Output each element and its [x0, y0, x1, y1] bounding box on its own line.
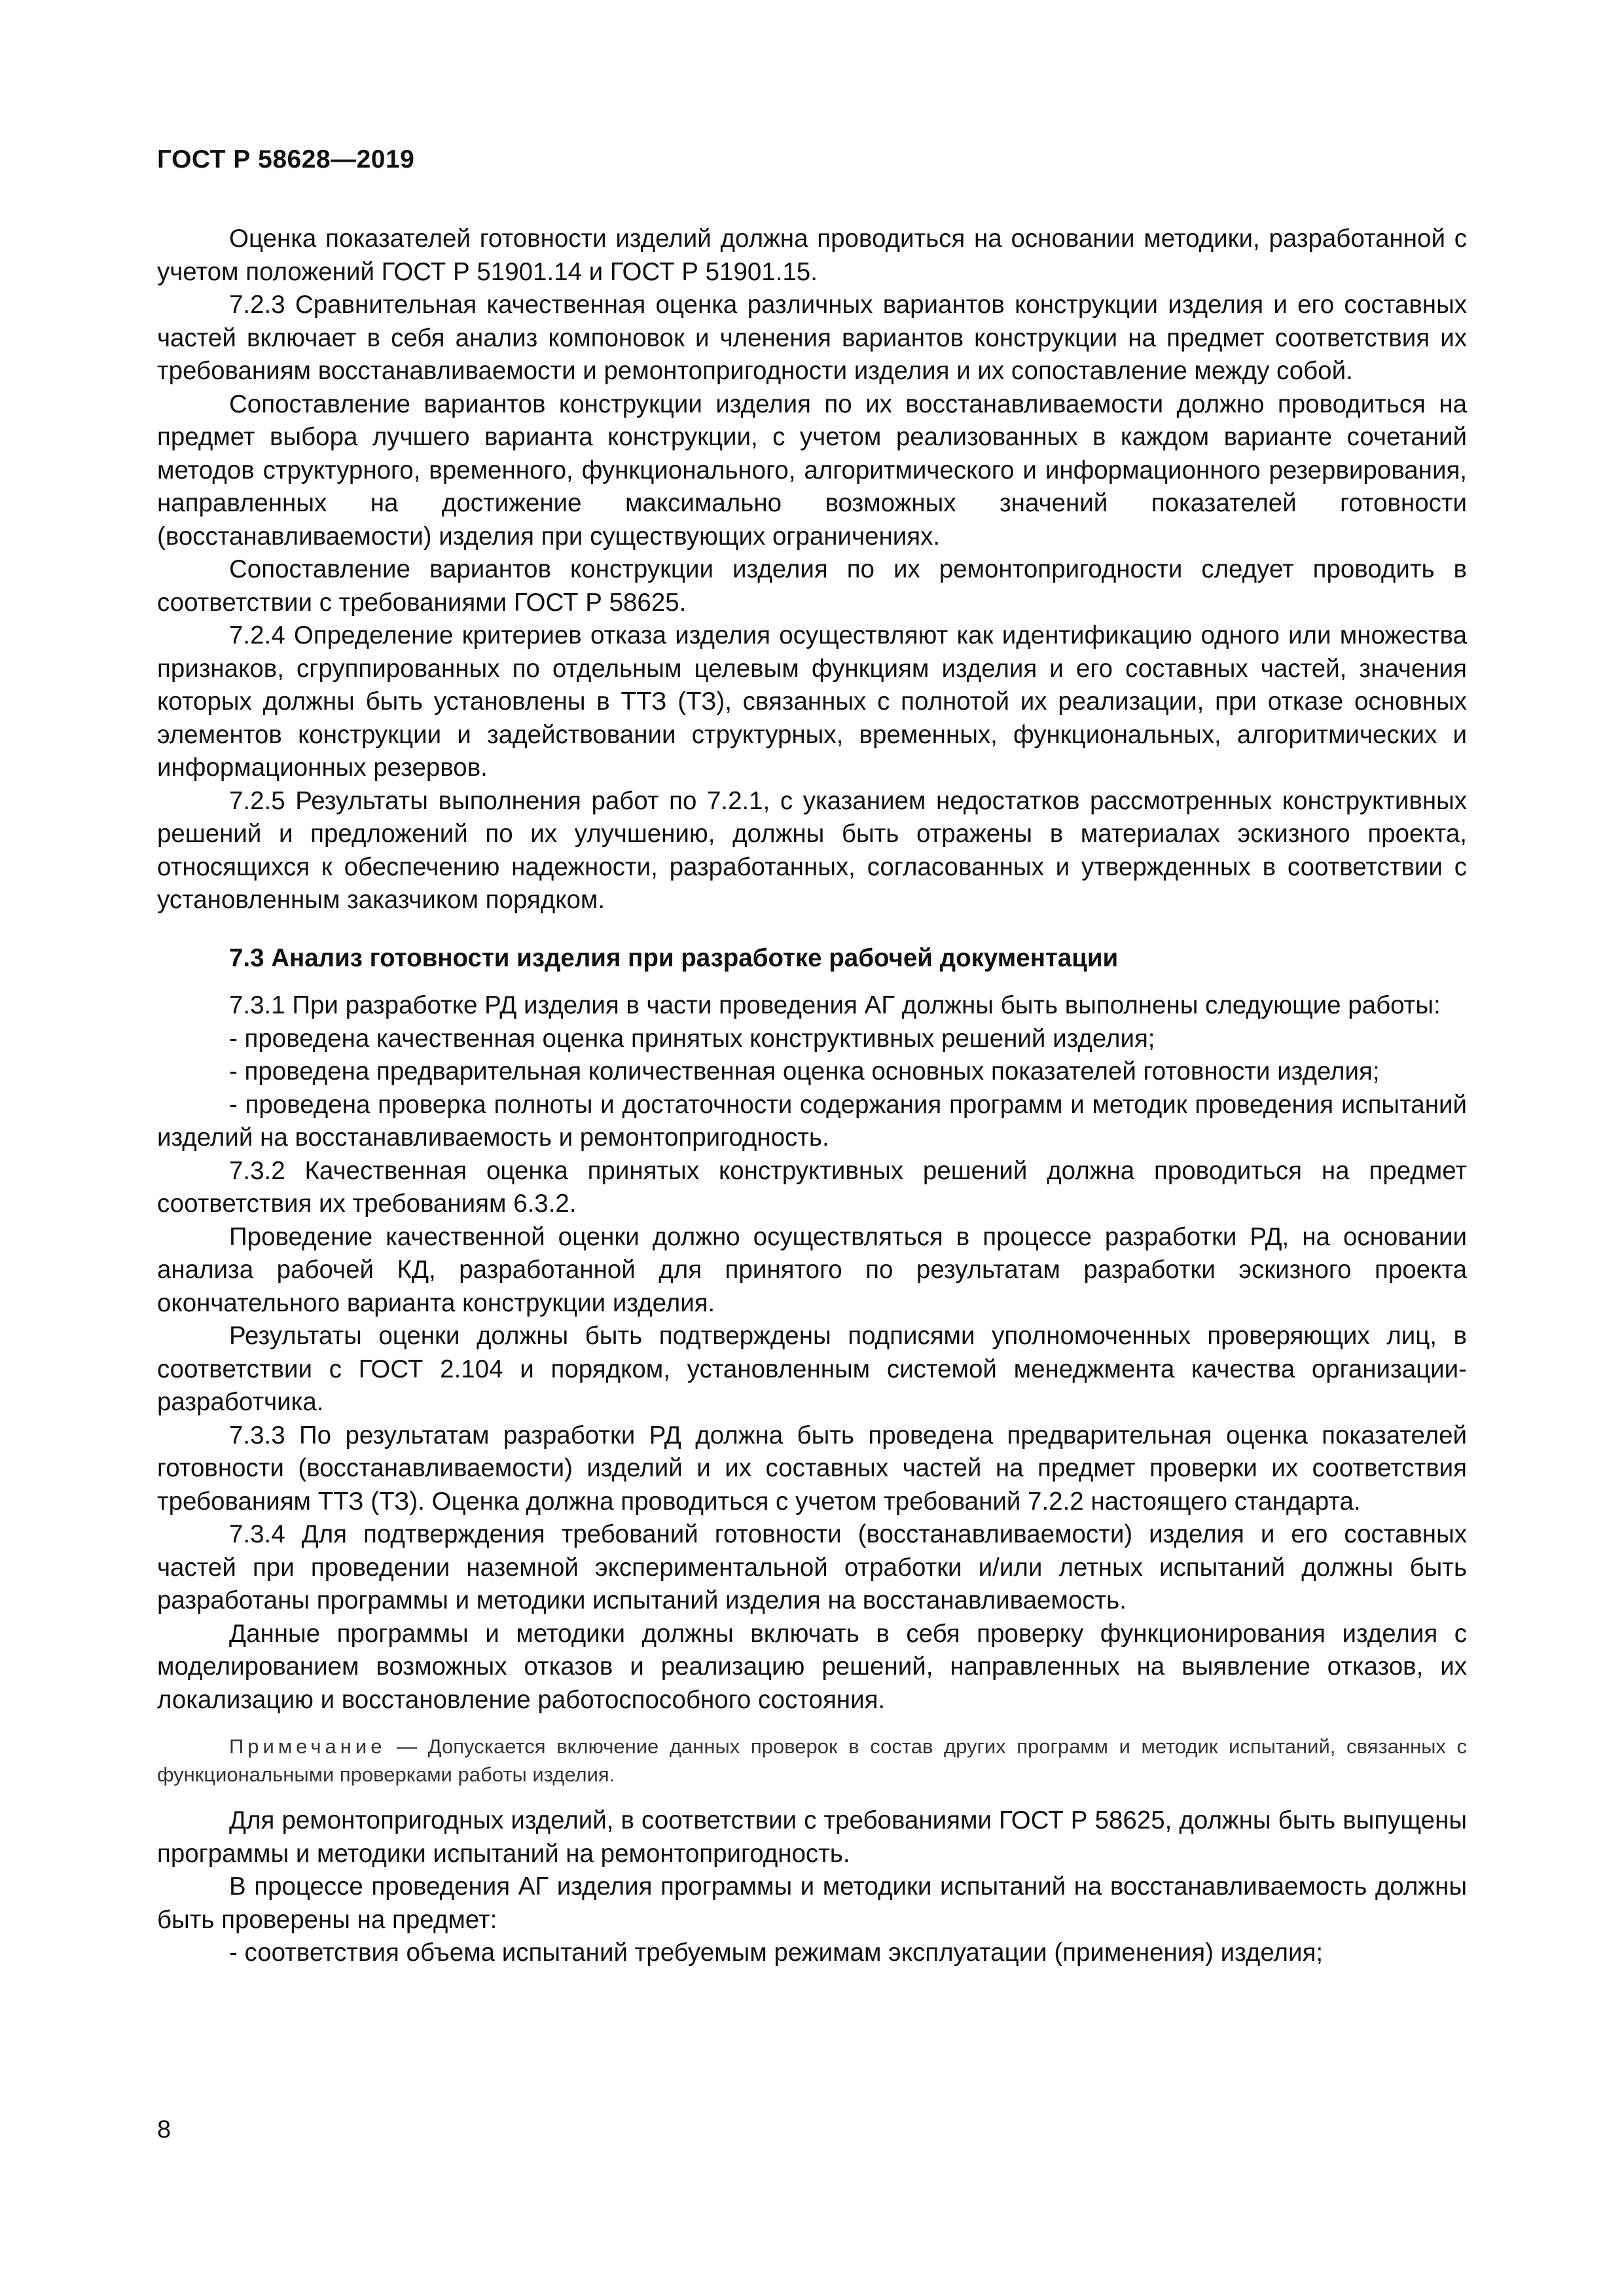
document-header: ГОСТ Р 58628—2019	[157, 145, 415, 173]
list-item: - проведена предварительная количественная оценка основных показателей готовности изделия;	[229, 1057, 1380, 1085]
paragraph-7-3-4: 7.3.4 Для подтверждения требований готовности (восстанавливаемости) изделия и его составных частей при проведении наземной экспериментальной отработки и/или летных испытаний должны быть разработаны программы и методики испытаний изделия на восстанавливаемость.	[157, 1520, 1467, 1614]
list-item: - проведена качественная оценка принятых конструктивных решений изделия;	[229, 1024, 1155, 1053]
paragraph: Оценка показателей готовности изделий должна проводиться на основании методики, разработанной с учетом положений ГОСТ Р 51901.14 и ГОСТ Р 51901.15.	[157, 225, 1467, 286]
paragraph: Данные программы и методики должны включать в себя проверку функционирования изделия с моделированием возможных отказов и реализацию решений, направленных на выявление отказов, их локализацию и восстановление работоспособного состояния.	[157, 1619, 1467, 1714]
note-label: Примечание	[229, 1735, 386, 1758]
paragraph: Результаты оценки должны быть подтверждены подписями уполномоченных проверяющих лиц, в соответствии с ГОСТ 2.104 и порядком, установленным системой менеджмента качества организации-разработчика.	[157, 1322, 1467, 1416]
page-number: 8	[157, 2116, 171, 2143]
list-item: - проведена проверка полноты и достаточности содержания программ и методик проведения испытаний изделий на восстанавливаемость и ремонтопригодность.	[157, 1090, 1467, 1152]
paragraph-7-3-3: 7.3.3 По результатам разработки РД должна быть проведена предварительная оценка показателей готовности (восстанавливаемости) изделий и их составных частей на предмет проверки их соответствия требованиям ТТЗ (ТЗ). Оценка должна проводиться с учетом требований 7.2.2 настоящего стандарта.	[157, 1421, 1467, 1516]
section-heading-7-3: 7.3 Анализ готовности изделия при разработке рабочей документации	[229, 943, 1119, 972]
note	[157, 1732, 1467, 1789]
paragraph: Сопоставление вариантов конструкции изделия по их ремонтопригодности следует проводить в соответствии с требованиями ГОСТ Р 58625.	[157, 555, 1467, 617]
paragraph: Для ремонтопригодных изделий, в соответствии с требованиями ГОСТ Р 58625, должны быть выпущены программы и методики испытаний на ремонтопригодность.	[157, 1806, 1467, 1868]
paragraph-7-2-4: 7.2.4 Определение критериев отказа изделия осуществляют как идентификацию одного или множества признаков, сгруппированных по отдельным целевым функциям изделия и его составных частей, значения которых должны быть установлены в ТТЗ (ТЗ), связанных с полнотой их реализации, при отказе основных элементов конструкции и задействовании структурных, временных, функциональных, алгоритмических и информационных резервов.	[157, 621, 1467, 782]
note-text: — Допускается включение данных проверок в состав других программ и методик испытаний, связанных с функциональными проверками работы изделия.	[157, 1735, 1467, 1786]
paragraph: Сопоставление вариантов конструкции изделия по их восстанавливаемости должно проводиться на предмет выбора лучшего варианта конструкции, с учетом реализованных в каждом варианте сочетаний методов структурного, временного, функционального, алгоритмического и информационного резервирования, направленных на достижение максимально возможных значений показателей готовности (восстанавливаемости) изделия при существующих ограничениях.	[157, 390, 1467, 551]
paragraph-7-3-1: 7.3.1 При разработке РД изделия в части проведения АГ должны быть выполнены следующие работы:	[229, 991, 1441, 1019]
paragraph-7-2-5: 7.2.5 Результаты выполнения работ по 7.2.1, с указанием недостатков рассмотренных конструктивных решений и предложений по их улучшению, должны быть отражены в материалах эскизного проекта, относящихся к обеспечению надежности, разработанных, согласованных и утвержденных в соответствии с установленным заказчиком порядком.	[157, 786, 1467, 914]
paragraph-7-3-2: 7.3.2 Качественная оценка принятых конструктивных решений должна проводиться на предмет соответствия их требованиям 6.3.2.	[157, 1156, 1467, 1218]
list-item: - соответствия объема испытаний требуемым режимам эксплуатации (применения) изделия;	[229, 1939, 1324, 1967]
paragraph: В процессе проведения АГ изделия программы и методики испытаний на восстанавливаемость должны быть проверены на предмет:	[157, 1872, 1467, 1934]
paragraph: Проведение качественной оценки должно осуществляться в процессе разработки РД, на основании анализа рабочей КД, разработанной для принятого по результатам разработки эскизного проекта окончательного варианта конструкции изделия.	[157, 1222, 1467, 1317]
document-body	[157, 223, 1467, 1970]
paragraph-7-2-3: 7.2.3 Сравнительная качественная оценка различных вариантов конструкции изделия и его составных частей включает в себя анализ компоновок и членения вариантов конструкции на предмет соответствия их требованиям восстанавливаемости и ремонтопригодности изделия и их сопоставление между собой.	[157, 291, 1467, 385]
